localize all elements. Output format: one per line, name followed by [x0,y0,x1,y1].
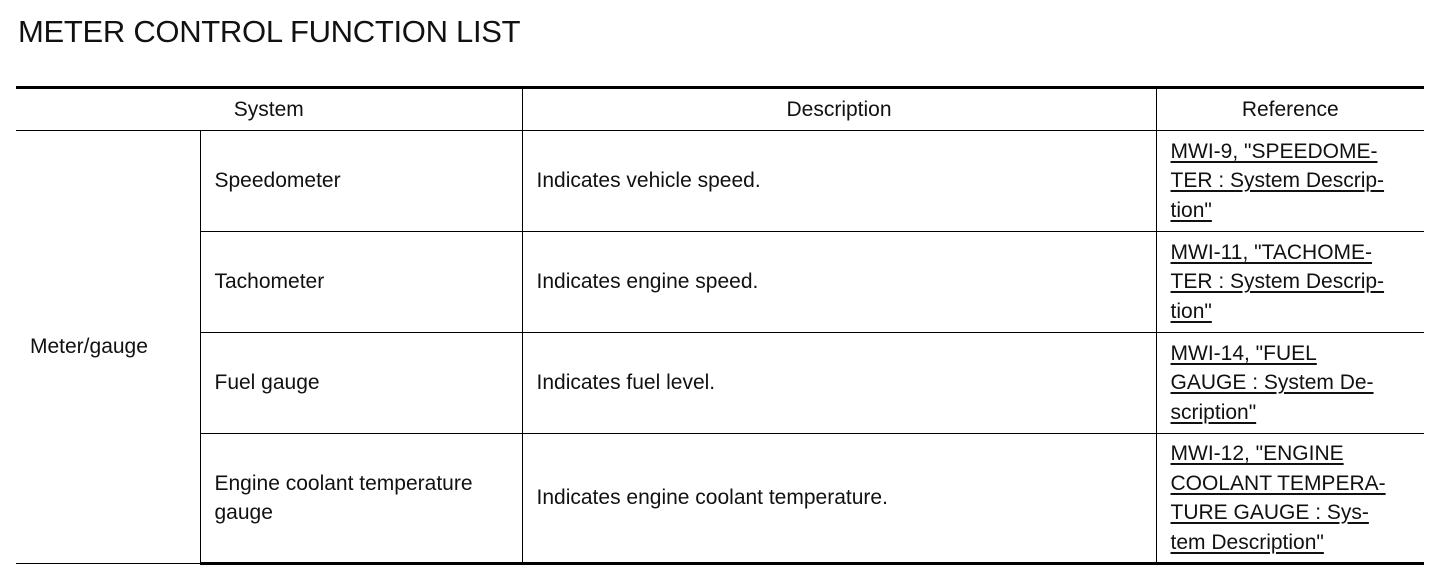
system-item-cell: Fuel gauge [200,333,522,434]
description-cell: Indicates engine speed. [522,232,1156,333]
table-row [16,131,1424,232]
description-cell: Indicates fuel level. [522,333,1156,434]
reference-cell [1156,333,1424,434]
reference-link[interactable]: MWI-12, "ENGINE COOLANT TEMPERA- TURE GAUGE : Sys- tem Description" [1170,442,1386,554]
meter-control-function-table [16,86,1424,565]
system-item-cell: Tachometer [200,232,522,333]
page-title: METER CONTROL FUNCTION LIST [18,14,521,49]
reference-cell [1156,232,1424,333]
reference-cell [1156,434,1424,564]
reference-link[interactable]: MWI-14, "FUEL GAUGE : System De- scription" [1170,341,1374,424]
reference-link[interactable]: MWI-11, "TACHOME- TER : System Descrip- tion" [1170,240,1385,323]
table-row [16,232,1424,333]
system-item-cell: Speedometer [200,131,522,232]
reference-cell [1156,131,1424,232]
table-row [16,333,1424,434]
description-cell: Indicates vehicle speed. [522,131,1156,232]
header-system: System [16,88,522,131]
header-description: Description [522,88,1156,131]
system-item-cell: Engine coolant temperature gauge [200,434,522,564]
description-cell: Indicates engine coolant temperature. [522,434,1156,564]
reference-link[interactable]: MWI-9, "SPEEDOME- TER : System Descrip- tion" [1170,139,1385,222]
table-header-row [16,88,1424,131]
table-row [16,434,1424,564]
header-reference: Reference [1156,88,1424,131]
system-group-cell: Meter/gauge [16,131,200,564]
